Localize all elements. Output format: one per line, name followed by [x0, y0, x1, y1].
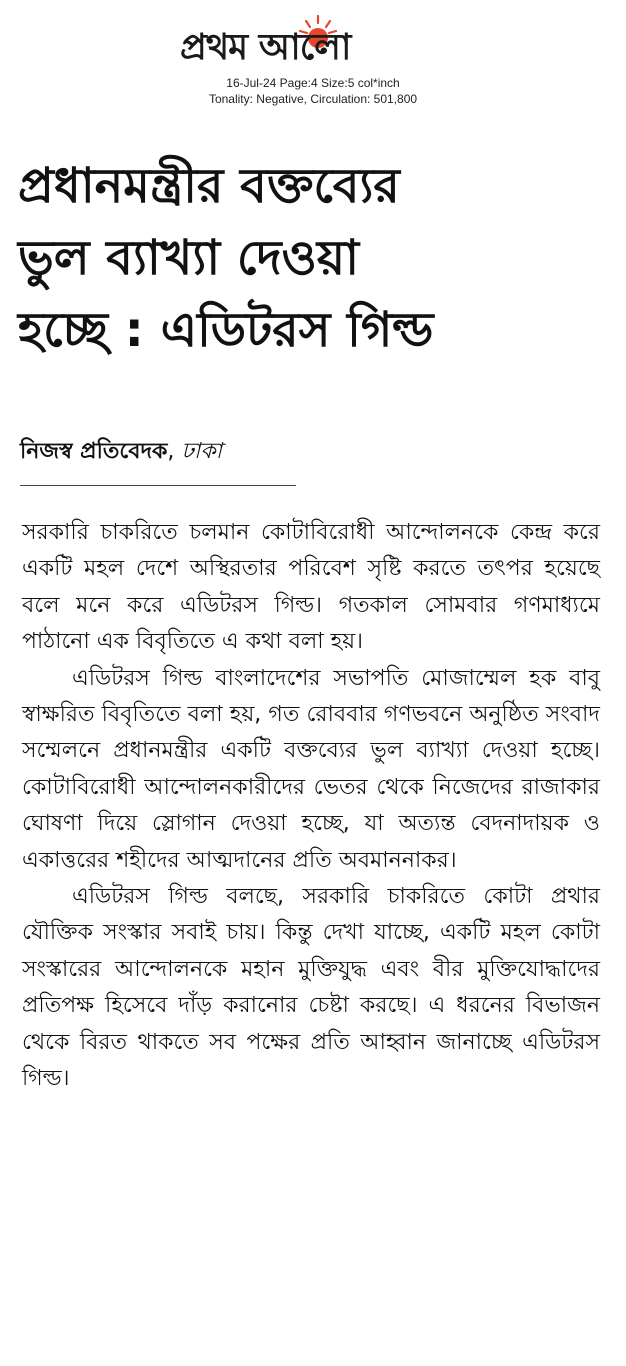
byline-author: নিজস্ব প্রতিবেদক [20, 439, 168, 464]
article-paragraph: সরকারি চাকরিতে চলমান কোটাবিরোধী আন্দোলনকে কেন্দ্র করে একটি মহল দেশে অস্থিরতার পরিবেশ সৃষ্টি করতে তৎপর হয়েছে বলে মনে করে এডিটরস গিল্ড। গতকাল সোমবার গণমাধ্যমে পাঠানো এক বিবৃতিতে এ কথা বলা হয়। [22, 520, 600, 655]
clipping-meta-date-page: 16-Jul-24 Page:4 Size:5 col*inch [226, 76, 400, 90]
byline-place: ঢাকা [181, 439, 223, 464]
headline [18, 150, 618, 366]
clipping-meta-tonality: Tonality: Negative, Circulation: 501,800 [208, 92, 418, 106]
masthead [0, 0, 626, 110]
byline-divider [20, 485, 296, 486]
logo-wordmark: প্রথম আলো [180, 27, 351, 68]
newspaper-logo [180, 14, 450, 74]
article-paragraph: এডিটরস গিল্ড বাংলাদেশের সভাপতি মোজাম্মেল হক বাবু স্বাক্ষরিত বিবৃতিতে বলা হয়, গত রোববার গণভবনে অনুষ্ঠিত সংবাদ সম্মেলনে প্রধানমন্ত্রীর একটি বক্তব্যের ভুল ব্যাখ্যা দেওয়া হচ্ছে। কোটাবিরোধী আন্দোলনকারীদের ভেতর থেকে নিজেদের রাজাকার ঘোষণা দিয়ে স্লোগান দেওয়া হচ্ছে, যা অত্যন্ত বেদনাদায়ক ও একাত্তরের শহীদের আত্মদানের প্রতি অবমাননাকর। [22, 665, 600, 873]
headline-line: ভুল ব্যাখ্যা দেওয়া [18, 230, 360, 286]
headline-line: প্রধানমন্ত্রীর বক্তব্যের [18, 158, 400, 214]
headline-line: হচ্ছে : এডিটরস গিল্ড [18, 302, 434, 358]
article-body [22, 515, 600, 1098]
byline [20, 436, 320, 468]
article-paragraph: এডিটরস গিল্ড বলছে, সরকারি চাকরিতে কোটা প্রথার যৌক্তিক সংস্কার সবাই চায়। কিন্তু দেখা যাচ্ছে, একটি মহল কোটা সংস্কারের আন্দোলনকে মহান মুক্তিযুদ্ধ এবং বীর মুক্তিযোদ্ধাদের প্রতিপক্ষ হিসেবে দাঁড় করানোর চেষ্টা করছে। এ ধরনের বিভাজন থেকে বিরত থাকতে সব পক্ষের প্রতি আহ্বান জানাচ্ছে এডিটরস গিল্ড। [22, 884, 600, 1092]
byline-separator: , [167, 439, 182, 464]
